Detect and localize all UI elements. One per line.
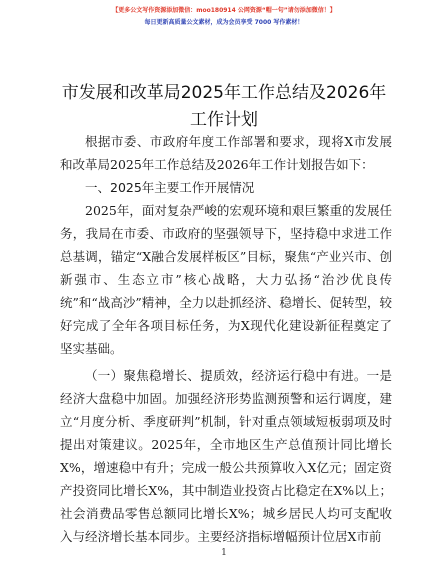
promo-banner-line-1: 【更多公文写作资源添加微信：moo180914 公网资源“帽一句”请勿添加微信！】 [112,7,336,14]
body-paragraph: 2025年，面对复杂严峻的宏观环境和艰巨繁重的发展任务，我局在市委、市政府的坚强领导下，坚持稳中求进工作总基调，锚定“X融合发展样板区”目标，聚焦“产业兴市、创新强市、生态立市”核心战略，大力弘扬“治沙优良传统”和“战高沙”精神，全力以赴抓经济、稳增长、促转型，较好完成了全年各项目标任务，为X现代化建设新征程奠定了坚实基础。 [60,203,392,356]
section-heading: 一、2025年主要工作开展情况 [85,180,255,195]
document-title: 市发展和改革局2025年工作总结及2026年工作计划 [61,83,387,130]
page-number: 1 [221,548,227,558]
intro-paragraph: 根据市委、市政府年度工作部署和要求，现将X市发展和改革局2025年工作总结及2026年工作计划报告如下： [60,134,392,172]
document-body [60,130,392,548]
promo-banner-line-2: 每日更新高质量公文素材，成为会员享受 7000 写作素材！ [144,19,304,26]
body-paragraph: （一）聚焦稳增长、提质效，经济运行稳中有进。一是经济大盘稳中加固。加强经济形势监测预警和运行调度，建立“月度分析、季度研判”机制，针对重点领域短板弱项及时提出对策建议。2025年，全市地区生产总值预计同比增长X%，增速稳中有升；完成一般公共预算收入X亿元；固定资产投资同比增长X%，其中制造业投资占比稳定在X%以上；社会消费品零售总额同比增长X%；城乡居民人均可支配收入与经济增长基本同步。主要经济指标增幅预计位居X市前 [60,368,392,544]
